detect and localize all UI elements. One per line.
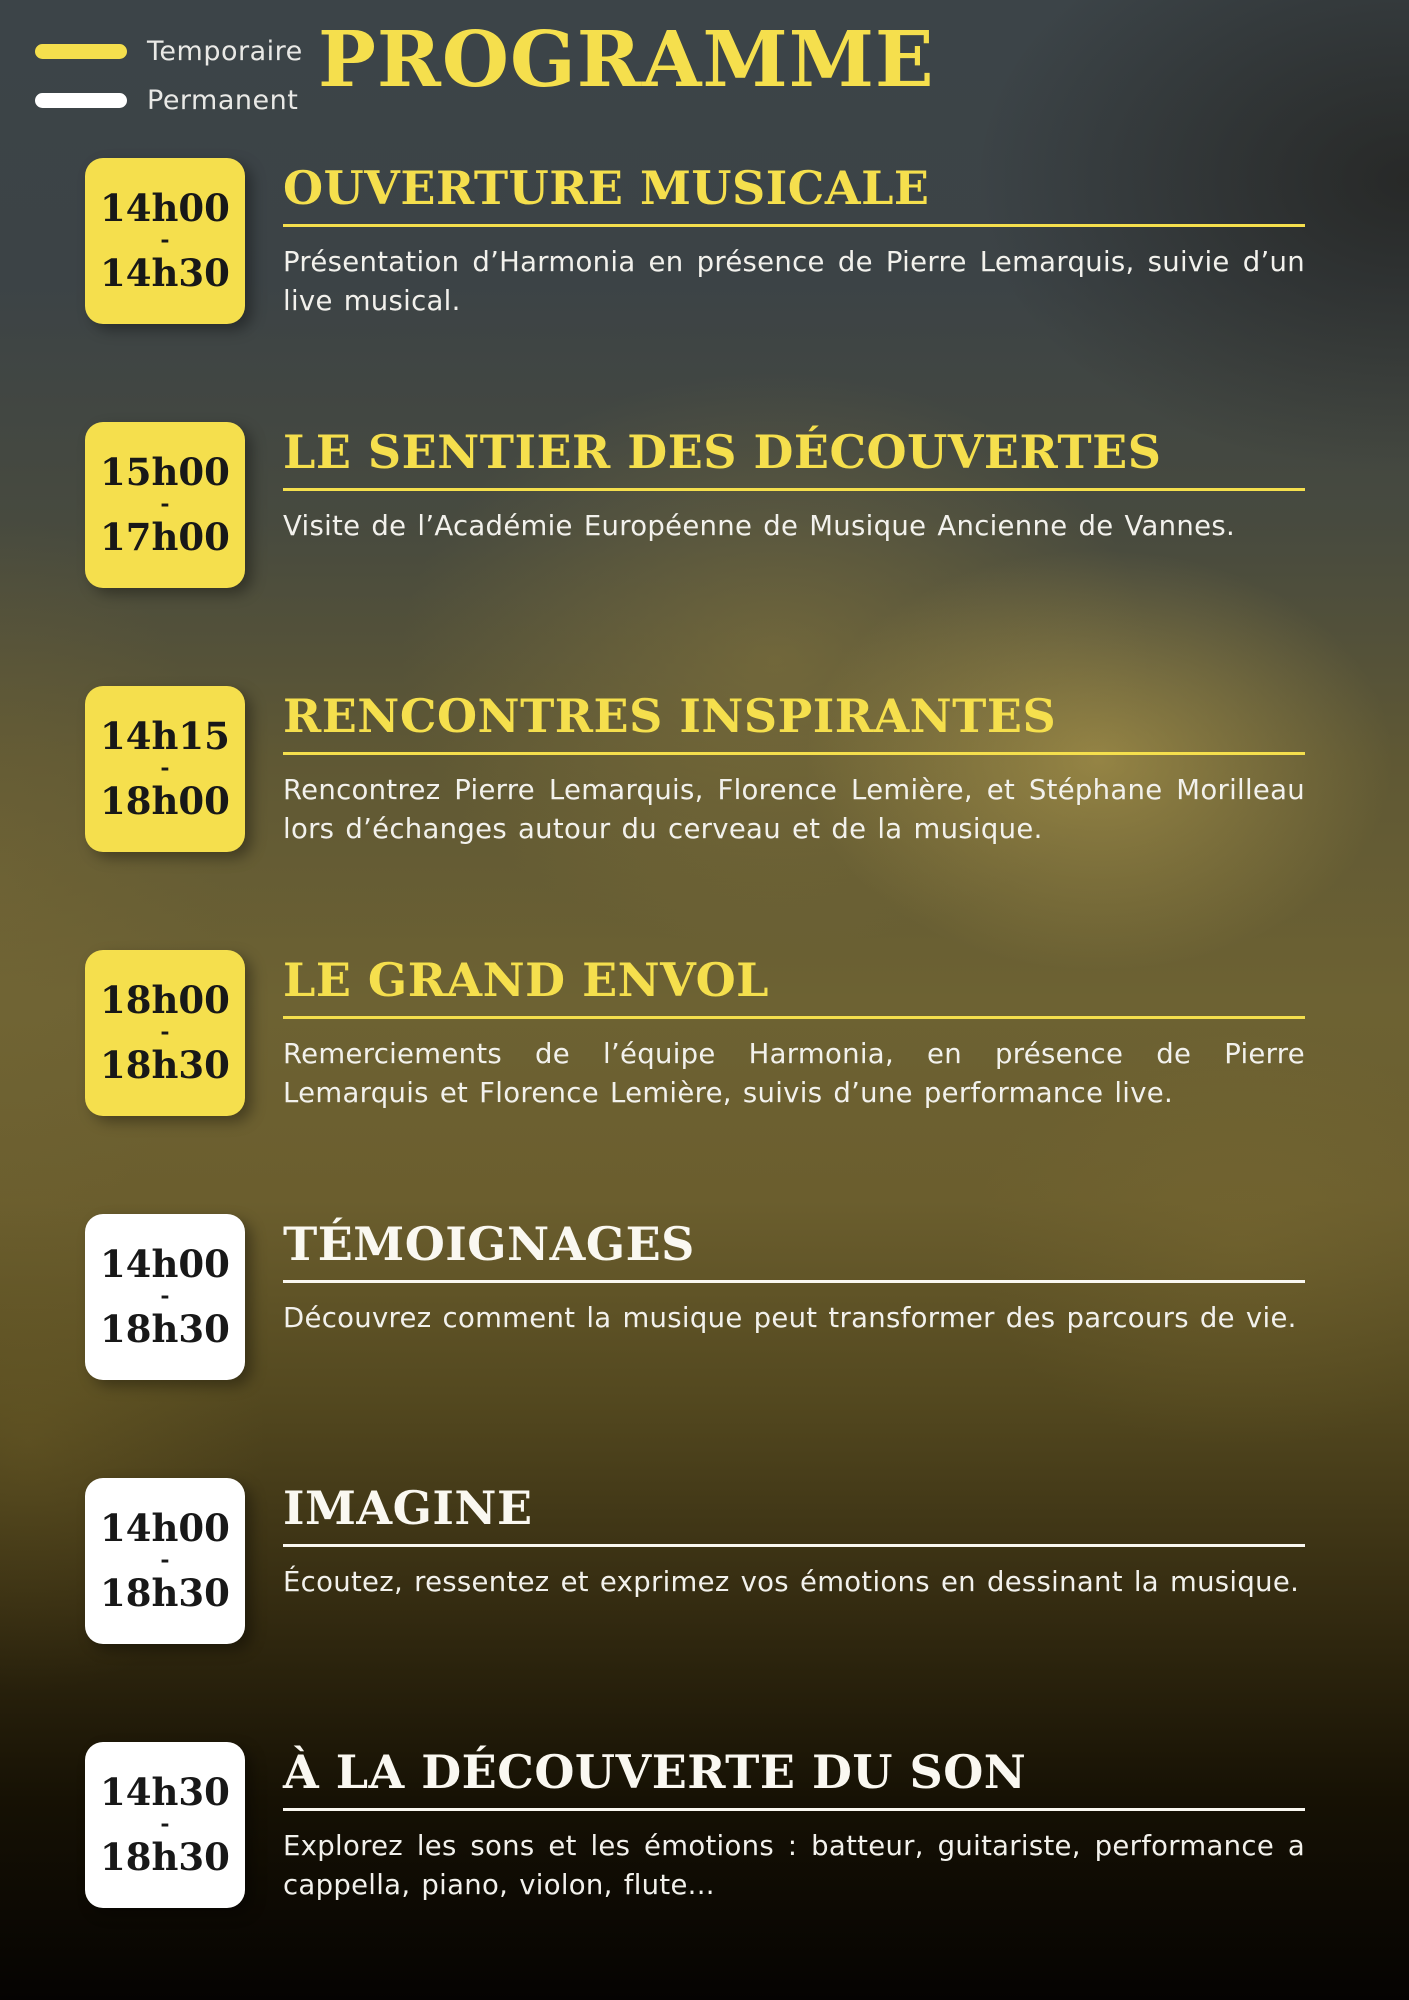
time-end: 18h30 (100, 1042, 230, 1087)
section-title: TÉMOIGNAGES (283, 1217, 695, 1271)
time-end: 18h00 (100, 778, 230, 823)
time-start: 14h15 (100, 714, 230, 759)
time-separator: - (160, 1811, 170, 1838)
schedule-section (85, 1478, 1409, 1644)
time-end: 18h30 (100, 1570, 230, 1615)
schedule-section (85, 1214, 1409, 1380)
title-underline (283, 224, 1305, 227)
section-content (283, 1478, 1305, 1644)
schedule-section (85, 1742, 1409, 1908)
time-end: 14h30 (100, 250, 230, 295)
temporaire-line-swatch-icon (35, 44, 127, 59)
section-description: Découvrez comment la musique peut transformer des parcours de vie. (283, 1302, 1297, 1335)
section-content (283, 950, 1305, 1116)
time-separator: - (160, 1547, 170, 1574)
time-card (85, 158, 245, 324)
section-description: Remerciements de l’équipe Harmonia, en présence de Pierre Lemarquis et Florence Lemière, suivis d’une performance live. (283, 1038, 1305, 1109)
section-description: Visite de l’Académie Européenne de Musique Ancienne de Vannes. (283, 510, 1235, 543)
time-separator: - (160, 755, 170, 782)
section-title: IMAGINE (283, 1481, 533, 1535)
section-content (283, 1742, 1305, 1908)
legend-label: Temporaire (147, 36, 303, 67)
section-title: LE SENTIER DES DÉCOUVERTES (283, 425, 1162, 479)
section-title: RENCONTRES INSPIRANTES (283, 689, 1057, 743)
section-content (283, 422, 1305, 588)
time-start: 18h00 (100, 978, 230, 1023)
title-underline (283, 1544, 1305, 1547)
schedule-section (85, 950, 1409, 1116)
legend-label: Permanent (147, 85, 299, 116)
schedule (0, 158, 1409, 2000)
section-title: LE GRAND ENVOL (283, 953, 769, 1007)
time-separator: - (160, 491, 170, 518)
section-content (283, 1214, 1305, 1380)
section-title: À LA DÉCOUVERTE DU SON (283, 1745, 1027, 1799)
section-description: Explorez les sons et les émotions : batteur, guitariste, performance a cappella, piano, violon, flute... (283, 1830, 1305, 1901)
time-card (85, 1742, 245, 1908)
schedule-section (85, 422, 1409, 588)
time-end: 18h30 (100, 1834, 230, 1879)
page-title: PROGRAMME (318, 15, 935, 105)
title-underline (283, 1016, 1305, 1019)
legend (35, 36, 303, 116)
time-separator: - (160, 227, 170, 254)
time-start: 14h00 (100, 1242, 230, 1287)
title-underline (283, 488, 1305, 491)
time-end: 17h00 (100, 514, 230, 559)
section-description: Présentation d’Harmonia en présence de Pierre Lemarquis, suivie d’un live musical. (283, 246, 1305, 317)
legend-item-temporaire (35, 36, 303, 67)
time-start: 14h30 (100, 1770, 230, 1815)
section-description: Écoutez, ressentez et exprimez vos émotions en dessinant la musique. (283, 1566, 1300, 1599)
time-card (85, 422, 245, 588)
time-start: 14h00 (100, 186, 230, 231)
permanent-line-swatch-icon (35, 93, 127, 108)
schedule-section (85, 158, 1409, 324)
section-content (283, 686, 1305, 852)
time-card (85, 950, 245, 1116)
section-content (283, 158, 1305, 324)
time-separator: - (160, 1283, 170, 1310)
title-underline (283, 752, 1305, 755)
time-separator: - (160, 1019, 170, 1046)
time-card (85, 1214, 245, 1380)
legend-item-permanent (35, 85, 303, 116)
section-description: Rencontrez Pierre Lemarquis, Florence Lemière, et Stéphane Morilleau lors d’échanges autour du cerveau et de la musique. (283, 774, 1305, 845)
time-card (85, 686, 245, 852)
time-start: 14h00 (100, 1506, 230, 1551)
time-card (85, 1478, 245, 1644)
section-title: OUVERTURE MUSICALE (283, 161, 930, 215)
title-underline (283, 1280, 1305, 1283)
schedule-section (85, 686, 1409, 852)
time-end: 18h30 (100, 1306, 230, 1351)
title-underline (283, 1808, 1305, 1811)
time-start: 15h00 (100, 450, 230, 495)
